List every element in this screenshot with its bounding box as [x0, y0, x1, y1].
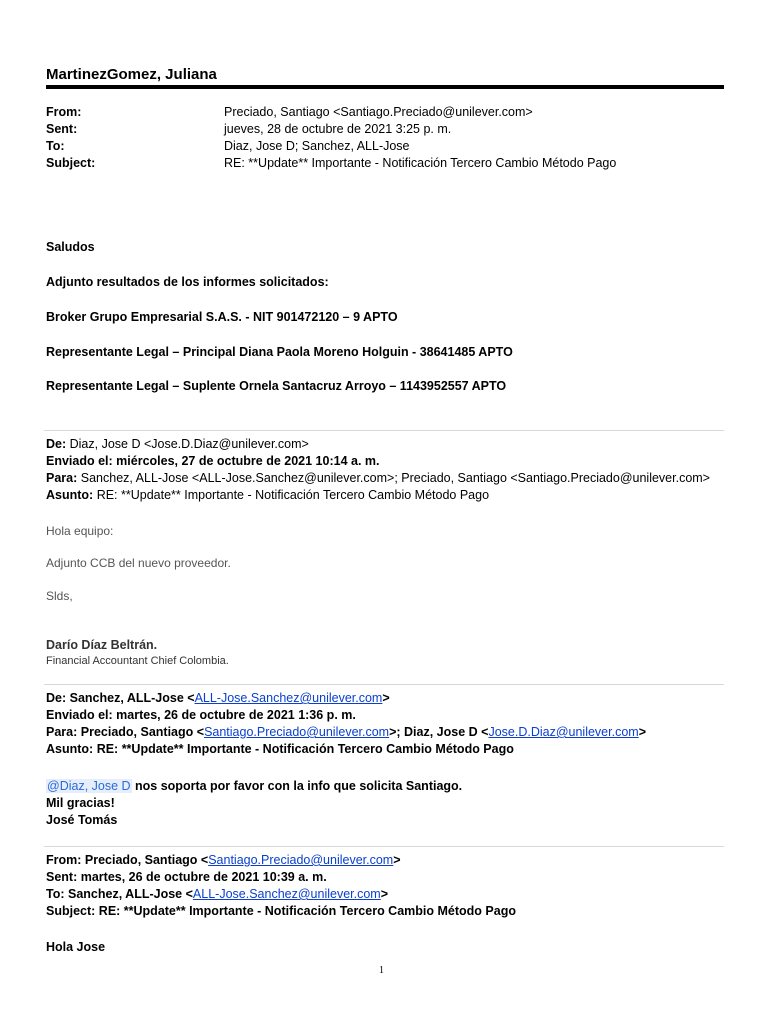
enviado-label: Enviado el:	[46, 708, 113, 722]
de-label: De:	[46, 437, 67, 451]
enviado-label: Enviado el:	[46, 454, 113, 468]
de-prefix: Sanchez, ALL-Jose <	[66, 691, 195, 705]
signature-title: Financial Accountant Chief Colombia.	[46, 655, 229, 667]
para-mid: >; Diaz, Jose D <	[389, 725, 489, 739]
asunto-label: Asunto:	[46, 742, 94, 756]
subject-label: Subject:	[46, 904, 96, 918]
para-label: Para:	[46, 725, 78, 739]
msg4-greeting: Hola Jose	[46, 940, 106, 954]
to-label: To:	[46, 887, 65, 901]
header-value: RE: **Update** Importante - Notificación Tercero Cambio Método Pago	[224, 156, 617, 170]
para-prefix: Preciado, Santiago <	[77, 725, 205, 739]
para-label: Para:	[46, 471, 78, 485]
msg2-body: Adjunto CCB del nuevo proveedor.	[46, 556, 231, 570]
para-value: Sanchez, ALL-Jose <ALL-Jose.Sanchez@unilever.com>; Preciado, Santiago <Santiago.Preciado@unilever.com>	[77, 471, 710, 485]
quoted-header-2	[46, 436, 724, 504]
from-suffix: >	[393, 853, 401, 867]
page-number: 1	[379, 965, 384, 976]
mention-link[interactable]: @Diaz, Jose D	[47, 779, 131, 793]
body-line-broker: Broker Grupo Empresarial S.A.S. - NIT 901472120 – 9 APTO	[46, 310, 398, 324]
body-line-suplente: Representante Legal – Suplente Ornela Santacruz Arroyo – 1143952557 APTO	[46, 379, 507, 393]
header-row-subject	[46, 155, 724, 172]
quoted-header-4	[46, 852, 724, 920]
asunto-value: RE: **Update** Importante - Notificación Tercero Cambio Método Pago	[93, 742, 514, 756]
header-row-to	[46, 138, 724, 155]
header-label: From:	[46, 105, 82, 119]
owner-divider	[46, 85, 724, 89]
sender-email-link[interactable]: Santiago.Preciado@unilever.com	[208, 853, 394, 867]
enviado-value: miércoles, 27 de octubre de 2021 10:14 a. m.	[112, 454, 380, 468]
msg2-greeting: Hola equipo:	[46, 524, 114, 538]
thread-divider	[44, 846, 724, 847]
thread-divider	[44, 430, 724, 431]
sent-value: martes, 26 de octubre de 2021 10:39 a. m.	[77, 870, 327, 884]
subject-value: RE: **Update** Importante - Notificación Tercero Cambio Método Pago	[95, 904, 516, 918]
header-row-from	[46, 104, 724, 121]
msg2-closing: Slds,	[46, 589, 73, 603]
asunto-label: Asunto:	[46, 488, 94, 502]
from-prefix: Preciado, Santiago <	[81, 853, 209, 867]
msg3-signature: José Tomás	[46, 813, 118, 827]
para-suffix: >	[638, 725, 647, 739]
sender-email-link[interactable]: ALL-Jose.Sanchez@unilever.com	[194, 691, 383, 705]
signature-name: Darío Díaz Beltrán.	[46, 638, 158, 652]
enviado-value: martes, 26 de octubre de 2021 1:36 p. m.	[112, 708, 356, 722]
sent-label: Sent:	[46, 870, 78, 884]
message-header	[46, 104, 724, 172]
de-suffix: >	[382, 691, 390, 705]
msg3-thanks: Mil gracias!	[46, 796, 115, 810]
header-label: To:	[46, 139, 65, 153]
to-suffix: >	[380, 887, 389, 901]
body-greeting: Saludos	[46, 240, 95, 254]
quoted-header-3	[46, 690, 724, 758]
recipient-email-link[interactable]: Santiago.Preciado@unilever.com	[204, 725, 390, 739]
header-label: Subject:	[46, 156, 96, 170]
body-intro: Adjunto resultados de los informes solicitados:	[46, 275, 329, 289]
header-value: jueves, 28 de octubre de 2021 3:25 p. m.	[224, 122, 452, 136]
thread-divider	[44, 684, 724, 685]
to-prefix: Sanchez, ALL-Jose <	[64, 887, 193, 901]
body-line-principal: Representante Legal – Principal Diana Paola Moreno Holguin - 38641485 APTO	[46, 345, 513, 359]
mention-text: nos soporta por favor con la info que solicita Santiago.	[131, 779, 463, 793]
header-value: Preciado, Santiago <Santiago.Preciado@unilever.com>	[224, 105, 533, 119]
header-label: Sent:	[46, 122, 78, 136]
de-value: Diaz, Jose D <Jose.D.Diaz@unilever.com>	[66, 437, 309, 451]
asunto-value: RE: **Update** Importante - Notificación Tercero Cambio Método Pago	[93, 488, 490, 502]
recipient-email-link[interactable]: Jose.D.Diaz@unilever.com	[488, 725, 639, 739]
recipient-email-link[interactable]: ALL-Jose.Sanchez@unilever.com	[192, 887, 381, 901]
de-label: De:	[46, 691, 67, 705]
header-row-sent	[46, 121, 724, 138]
from-label: From:	[46, 853, 82, 867]
msg3-body	[46, 778, 724, 829]
header-value: Diaz, Jose D; Sanchez, ALL-Jose	[224, 139, 410, 153]
page-owner-name: MartinezGomez, Juliana	[46, 66, 217, 83]
